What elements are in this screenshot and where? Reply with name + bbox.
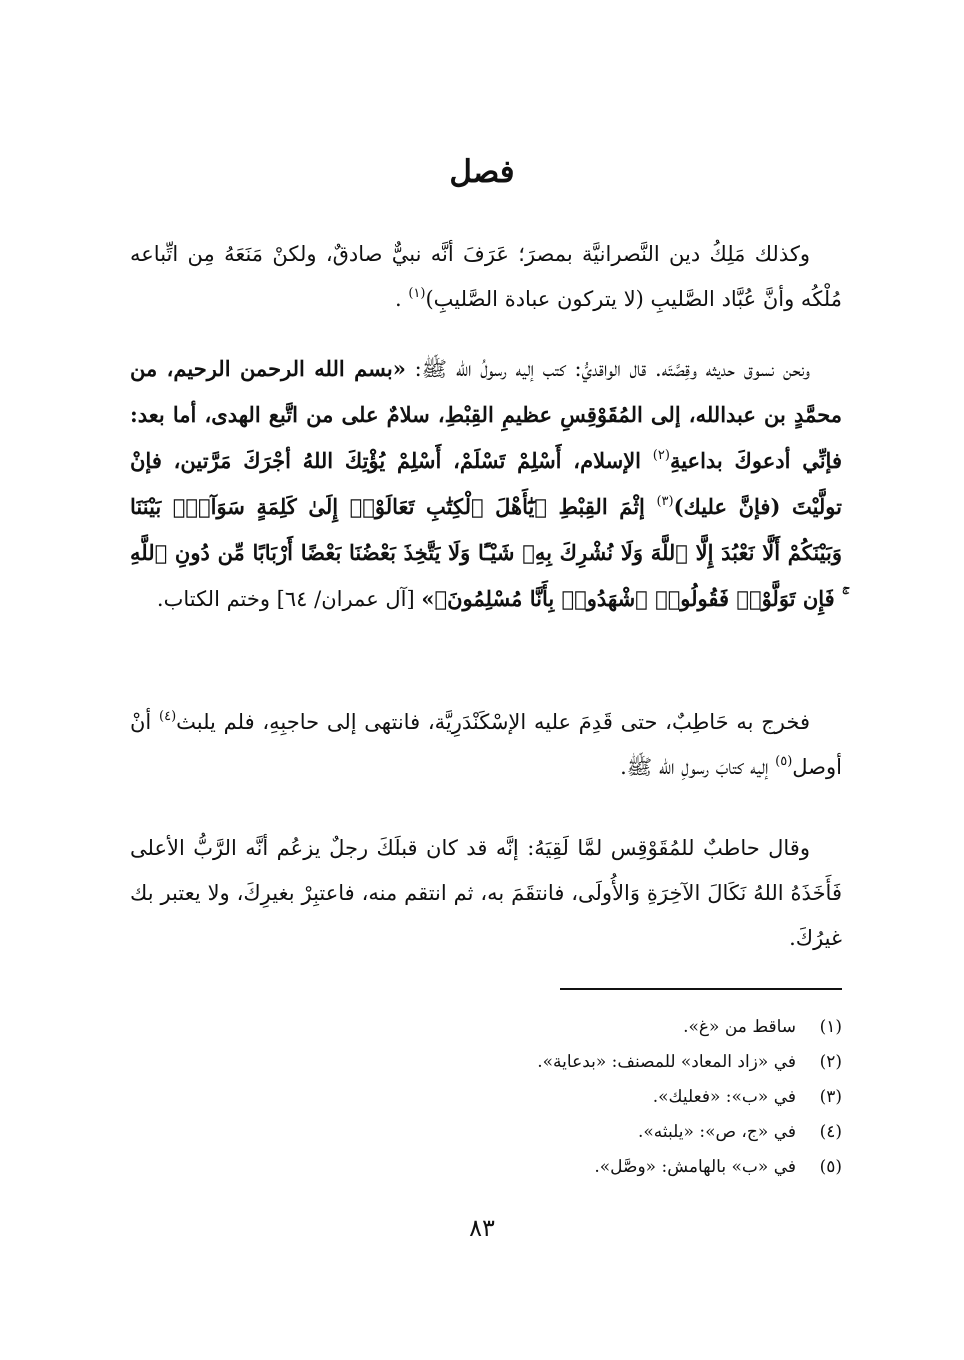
letter-text-part-1: «بسم الله الرحمن الرحيم، من محمَّدٍ بن عبدالله، إلى المُقَوْقِسِ عظيمِ القِبْطِ، سلامٌ على من اتَّبع الهدى، أما بعد: فإنِّي أدعوكَ بداعيةِ (130, 356, 842, 473)
footnote-divider (560, 988, 842, 990)
paragraph-3-text-2: أنْ أوصل (130, 710, 842, 779)
paragraph-4-text: وقال حاطبٌ للمُقَوْقِس لمَّا لَقِيَهُ: إنَّه قد كان قبلَكَ رجلٌ يزعُم أنَّه الرَّبُّ الأعلى فَأَخَذَهُ اللهُ نَكَالَ الآخِرَةِ وَالأُولَى، فانتقَمَ به، ثم انتقم منه، فاعتبِرْ بغيرِكَ، ولا يعتبر بك غيرُكَ. (130, 836, 842, 950)
paragraph-1-end: . (394, 287, 402, 311)
footnote-item (130, 1045, 842, 1080)
footnote-text: ساقط من «غ». (683, 1017, 796, 1037)
footnotes-list (130, 1010, 842, 1185)
section-title: فصل (449, 154, 515, 190)
paragraph-1-text: وكذلك مَلِكُ دين النَّصرانيَّة بمصرَ؛ عَرَفَ أنَّه نبيٌّ صادقٌ، ولكنْ مَنَعَهُ مِن اتِّباعه مُلْكُه وأنَّ عُبَّاد الصَّليبِ (لا يتركون عبادة الصَّليبِ) (130, 242, 842, 311)
letter-text-part-2: الإسلام، أَسْلِمْ تَسْلَمْ، أَسْلِمْ يُؤْتِكَ اللهُ أجْرَكَ مَرَّتين، فإنْ تولَّيْتَ (فإنَّ عليك) (130, 448, 842, 519)
paragraph-3 (130, 700, 842, 790)
footnote-text: في «ب» بالهامش: «وصَّل». (594, 1157, 796, 1177)
paragraph-2-intro: ونحن نسوق حديثه وقِصَّتَه. قال الواقديُّ: كتب إليه رسولُ الله ﷺ: (405, 357, 811, 381)
footnote-ref-5[interactable]: (٥) (775, 754, 793, 769)
footnote-text: في «ج، ص»: «يلبثه». (638, 1122, 796, 1142)
footnote-number: (٢) (819, 1052, 842, 1072)
footnote-item (130, 1150, 842, 1185)
footnote-item (130, 1115, 842, 1150)
letter-text-part-3: إثْمَ القِبْطِ ﴿يَٰٓأَهْلَ ٱلْكِتَٰبِ تَعَالَوْا۟ إِلَىٰ كَلِمَةٍ سَوَآءٍۭ بَيْنَنَا وَبَيْنَكُمْ أَلَّا نَعْبُدَ إِلَّا ٱللَّهَ وَلَا نُشْرِكَ بِهِۦ شَيْـًٔا وَلَا يَتَّخِذَ بَعْضُنَا بَعْضًا أَرْبَابًا مِّن دُونِ ٱللَّهِ ۚ فَإِن تَوَلَّوْا۟ فَقُولُوا۟ ٱشْهَدُوا۟ بِأَنَّا مُسْلِمُونَ﴾» (130, 494, 842, 611)
paragraph-1 (130, 232, 842, 322)
paragraph-3-text-1: فخرج به حَاطِبٌ، حتى قَدِمَ عليه الإسْكَنْدَرِيَّة، فانتهى إلى حاجبِهِ، فلم يلبث (176, 710, 810, 734)
footnote-item (130, 1010, 842, 1045)
page-number: ٨٣ (469, 1214, 495, 1242)
footnote-item (130, 1080, 842, 1115)
footnote-ref-1[interactable]: (١) (408, 286, 426, 301)
quran-citation: [آل عمران/ ٦٤] وختم الكتاب. (156, 587, 422, 611)
footnote-ref-3[interactable]: (٣) (656, 494, 674, 509)
footnote-text: في «ب»: «فعليك». (652, 1087, 796, 1107)
footnote-text: في «زاد المعاد» للمصنف: «بدعاية». (537, 1052, 796, 1072)
footnote-number: (٥) (819, 1157, 842, 1177)
paragraph-4 (130, 826, 842, 961)
paragraph-3-text-3: إليه كتابَ رسولِ الله ﷺ. (620, 755, 776, 779)
footnote-number: (٤) (819, 1122, 842, 1142)
footnote-number: (١) (819, 1017, 842, 1037)
footnote-ref-4[interactable]: (٤) (159, 709, 177, 724)
paragraph-2 (130, 346, 842, 622)
footnote-number: (٣) (819, 1087, 842, 1107)
footnote-ref-2[interactable]: (٢) (652, 448, 670, 463)
